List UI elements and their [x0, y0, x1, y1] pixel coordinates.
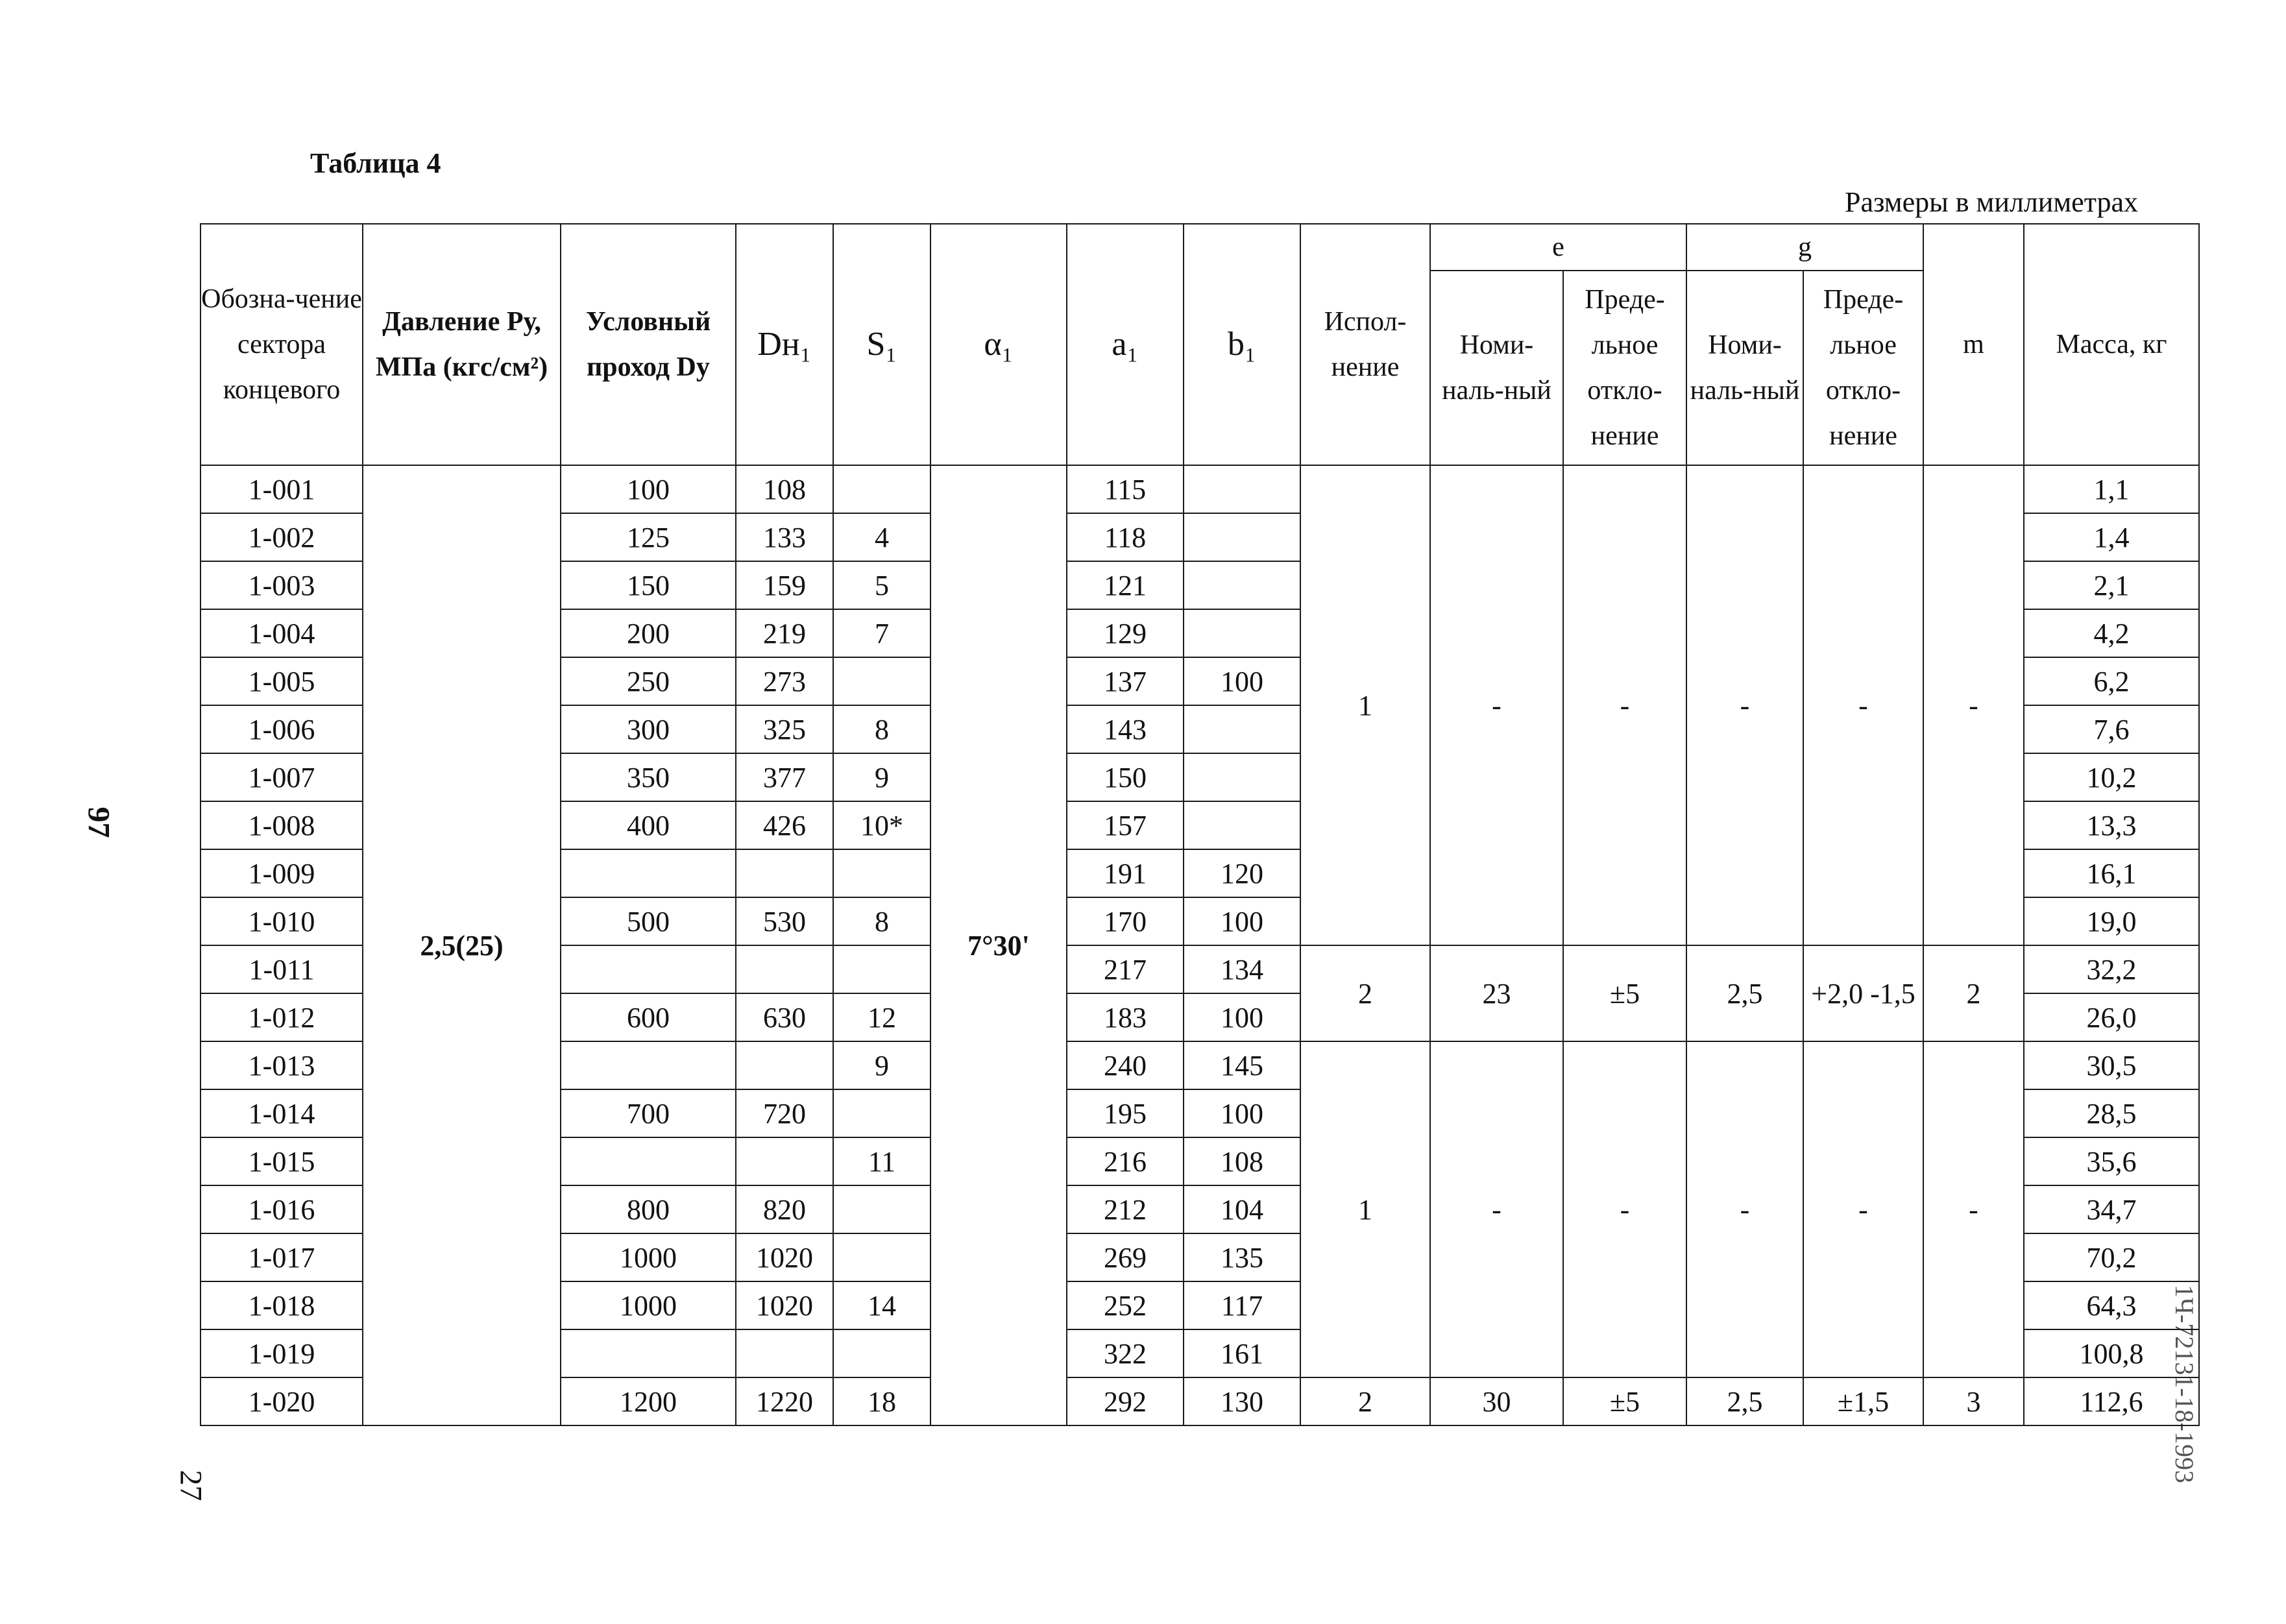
header-designation: Обозна-чение сектора концевого: [201, 224, 363, 465]
a-cell: 121: [1067, 561, 1184, 609]
a-cell: 269: [1067, 1233, 1184, 1281]
b-cell: 135: [1184, 1233, 1300, 1281]
pressure-cell: 2,5(25): [363, 465, 561, 1425]
dn-cell: 1220: [736, 1377, 833, 1425]
designation-cell: 1-008: [201, 801, 363, 849]
b-cell: 108: [1184, 1137, 1300, 1185]
a-cell: 137: [1067, 657, 1184, 705]
dy-cell: 1000: [561, 1281, 736, 1329]
s-cell: 12: [833, 993, 930, 1041]
group-g-dev-cell: ±1,5: [1803, 1377, 1923, 1425]
document-code: 1Ч-72131-18-1993: [2170, 1285, 2199, 1483]
designation-cell: 1-017: [201, 1233, 363, 1281]
dn-cell: 1020: [736, 1281, 833, 1329]
s-cell: [833, 849, 930, 897]
dn-cell: 820: [736, 1185, 833, 1233]
units-note: Размеры в миллиметрах: [1845, 186, 2138, 218]
dy-cell: 125: [561, 513, 736, 561]
b-cell: 130: [1184, 1377, 1300, 1425]
designation-cell: 1-012: [201, 993, 363, 1041]
dy-cell: [561, 1041, 736, 1089]
mass-cell: 30,5: [2024, 1041, 2199, 1089]
dn-cell: 159: [736, 561, 833, 609]
group-g-dev-cell: -: [1803, 465, 1923, 945]
mass-cell: 1,1: [2024, 465, 2199, 513]
dn-cell: [736, 1329, 833, 1377]
s-cell: 11: [833, 1137, 930, 1185]
header-g: g: [1686, 224, 1923, 271]
header-a: a₁: [1067, 224, 1184, 465]
a-cell: 240: [1067, 1041, 1184, 1089]
b-cell: 145: [1184, 1041, 1300, 1089]
header-e: e: [1430, 224, 1686, 271]
b-cell: 117: [1184, 1281, 1300, 1329]
s-cell: 4: [833, 513, 930, 561]
header-b: b₁: [1184, 224, 1300, 465]
header-mass: Масса, кг: [2024, 224, 2199, 465]
designation-cell: 1-015: [201, 1137, 363, 1185]
a-cell: 115: [1067, 465, 1184, 513]
group-e-nom-cell: -: [1430, 1041, 1563, 1377]
mass-cell: 32,2: [2024, 945, 2199, 993]
designation-cell: 1-002: [201, 513, 363, 561]
group-e-nom-cell: 30: [1430, 1377, 1563, 1425]
mass-cell: 6,2: [2024, 657, 2199, 705]
dy-cell: 300: [561, 705, 736, 753]
a-cell: 118: [1067, 513, 1184, 561]
header-g-deviation: Преде-льное откло-нение: [1803, 271, 1923, 465]
header-alpha: α₁: [930, 224, 1067, 465]
header-s: S₁: [833, 224, 930, 465]
designation-cell: 1-019: [201, 1329, 363, 1377]
b-cell: 134: [1184, 945, 1300, 993]
mass-cell: 1,4: [2024, 513, 2199, 561]
mass-cell: 26,0: [2024, 993, 2199, 1041]
a-cell: 157: [1067, 801, 1184, 849]
group-version-cell: 1: [1300, 465, 1430, 945]
b-cell: 104: [1184, 1185, 1300, 1233]
a-cell: 217: [1067, 945, 1184, 993]
dy-cell: 600: [561, 993, 736, 1041]
s-cell: 10*: [833, 801, 930, 849]
header-pressure: Давление Ру, МПа (кгс/см²): [363, 224, 561, 465]
group-version-cell: 1: [1300, 1041, 1430, 1377]
a-cell: 252: [1067, 1281, 1184, 1329]
group-e-nom-cell: 23: [1430, 945, 1563, 1041]
b-cell: 161: [1184, 1329, 1300, 1377]
b-cell: [1184, 705, 1300, 753]
group-e-dev-cell: ±5: [1563, 1377, 1686, 1425]
group-version-cell: 2: [1300, 1377, 1430, 1425]
dn-cell: [736, 1041, 833, 1089]
mass-cell: 16,1: [2024, 849, 2199, 897]
group-g-nom-cell: -: [1686, 465, 1803, 945]
mass-cell: 34,7: [2024, 1185, 2199, 1233]
a-cell: 195: [1067, 1089, 1184, 1137]
page-number-bottom: 27: [173, 1470, 208, 1501]
designation-cell: 1-010: [201, 897, 363, 945]
dn-cell: 273: [736, 657, 833, 705]
a-cell: 183: [1067, 993, 1184, 1041]
s-cell: 8: [833, 705, 930, 753]
a-cell: 322: [1067, 1329, 1184, 1377]
b-cell: [1184, 513, 1300, 561]
mass-cell: 4,2: [2024, 609, 2199, 657]
b-cell: [1184, 561, 1300, 609]
mass-cell: 64,3: [2024, 1281, 2199, 1329]
mass-cell: 19,0: [2024, 897, 2199, 945]
dy-cell: [561, 1137, 736, 1185]
group-m-cell: -: [1923, 465, 2024, 945]
designation-cell: 1-020: [201, 1377, 363, 1425]
designation-cell: 1-013: [201, 1041, 363, 1089]
a-cell: 292: [1067, 1377, 1184, 1425]
a-cell: 170: [1067, 897, 1184, 945]
dn-cell: 1020: [736, 1233, 833, 1281]
dn-cell: 630: [736, 993, 833, 1041]
dn-cell: [736, 1137, 833, 1185]
b-cell: [1184, 609, 1300, 657]
s-cell: 9: [833, 753, 930, 801]
header-dy: Условный проход Dу: [561, 224, 736, 465]
b-cell: [1184, 801, 1300, 849]
designation-cell: 1-007: [201, 753, 363, 801]
group-e-dev-cell: ±5: [1563, 945, 1686, 1041]
dy-cell: 100: [561, 465, 736, 513]
group-e-dev-cell: -: [1563, 1041, 1686, 1377]
header-g-nominal: Номи-наль-ный: [1686, 271, 1803, 465]
b-cell: 100: [1184, 1089, 1300, 1137]
designation-cell: 1-016: [201, 1185, 363, 1233]
b-cell: 100: [1184, 897, 1300, 945]
s-cell: 14: [833, 1281, 930, 1329]
designation-cell: 1-006: [201, 705, 363, 753]
group-e-dev-cell: -: [1563, 465, 1686, 945]
dy-cell: 150: [561, 561, 736, 609]
dn-cell: 720: [736, 1089, 833, 1137]
s-cell: [833, 1089, 930, 1137]
dy-cell: [561, 849, 736, 897]
dn-cell: 219: [736, 609, 833, 657]
b-cell: 120: [1184, 849, 1300, 897]
group-g-dev-cell: -: [1803, 1041, 1923, 1377]
alpha-cell: 7°30': [930, 465, 1067, 1425]
group-e-nom-cell: -: [1430, 465, 1563, 945]
mass-cell: 7,6: [2024, 705, 2199, 753]
b-cell: 100: [1184, 657, 1300, 705]
s-cell: [833, 465, 930, 513]
mass-cell: 112,6: [2024, 1377, 2199, 1425]
header-dn: Dн₁: [736, 224, 833, 465]
designation-cell: 1-018: [201, 1281, 363, 1329]
a-cell: 191: [1067, 849, 1184, 897]
s-cell: 7: [833, 609, 930, 657]
b-cell: [1184, 465, 1300, 513]
mass-cell: 2,1: [2024, 561, 2199, 609]
group-version-cell: 2: [1300, 945, 1430, 1041]
dy-cell: 250: [561, 657, 736, 705]
dn-cell: 133: [736, 513, 833, 561]
dy-cell: [561, 945, 736, 993]
header-version: Испол-нение: [1300, 224, 1430, 465]
table-title: Таблица 4: [310, 147, 441, 179]
s-cell: 8: [833, 897, 930, 945]
s-cell: [833, 1329, 930, 1377]
a-cell: 143: [1067, 705, 1184, 753]
dy-cell: 1000: [561, 1233, 736, 1281]
designation-cell: 1-009: [201, 849, 363, 897]
dn-cell: 530: [736, 897, 833, 945]
mass-cell: 100,8: [2024, 1329, 2199, 1377]
s-cell: 18: [833, 1377, 930, 1425]
mass-cell: 28,5: [2024, 1089, 2199, 1137]
a-cell: 216: [1067, 1137, 1184, 1185]
mass-cell: 13,3: [2024, 801, 2199, 849]
designation-cell: 1-004: [201, 609, 363, 657]
designation-cell: 1-005: [201, 657, 363, 705]
group-m-cell: 2: [1923, 945, 2024, 1041]
dn-cell: 108: [736, 465, 833, 513]
a-cell: 129: [1067, 609, 1184, 657]
a-cell: 212: [1067, 1185, 1184, 1233]
dy-cell: 800: [561, 1185, 736, 1233]
mass-cell: 35,6: [2024, 1137, 2199, 1185]
data-table: [200, 223, 2200, 1426]
dy-cell: 350: [561, 753, 736, 801]
mass-cell: 70,2: [2024, 1233, 2199, 1281]
dy-cell: 1200: [561, 1377, 736, 1425]
group-g-nom-cell: 2,5: [1686, 945, 1803, 1041]
dn-cell: [736, 945, 833, 993]
designation-cell: 1-011: [201, 945, 363, 993]
dn-cell: [736, 849, 833, 897]
header-e-deviation: Преде-льное откло-нение: [1563, 271, 1686, 465]
b-cell: 100: [1184, 993, 1300, 1041]
s-cell: 5: [833, 561, 930, 609]
group-g-nom-cell: 2,5: [1686, 1377, 1803, 1425]
dn-cell: 426: [736, 801, 833, 849]
group-g-dev-cell: +2,0 -1,5: [1803, 945, 1923, 1041]
s-cell: [833, 945, 930, 993]
group-m-cell: 3: [1923, 1377, 2024, 1425]
s-cell: [833, 1233, 930, 1281]
dn-cell: 325: [736, 705, 833, 753]
dy-cell: [561, 1329, 736, 1377]
b-cell: [1184, 753, 1300, 801]
page-number: 97: [81, 806, 116, 838]
dy-cell: 200: [561, 609, 736, 657]
designation-cell: 1-001: [201, 465, 363, 513]
dy-cell: 400: [561, 801, 736, 849]
designation-cell: 1-003: [201, 561, 363, 609]
s-cell: [833, 657, 930, 705]
s-cell: [833, 1185, 930, 1233]
group-g-nom-cell: -: [1686, 1041, 1803, 1377]
s-cell: 9: [833, 1041, 930, 1089]
dy-cell: 700: [561, 1089, 736, 1137]
mass-cell: 10,2: [2024, 753, 2199, 801]
a-cell: 150: [1067, 753, 1184, 801]
header-m: m: [1923, 224, 2024, 465]
designation-cell: 1-014: [201, 1089, 363, 1137]
group-m-cell: -: [1923, 1041, 2024, 1377]
table-row: [201, 465, 2199, 513]
dy-cell: 500: [561, 897, 736, 945]
header-e-nominal: Номи-наль-ный: [1430, 271, 1563, 465]
dn-cell: 377: [736, 753, 833, 801]
